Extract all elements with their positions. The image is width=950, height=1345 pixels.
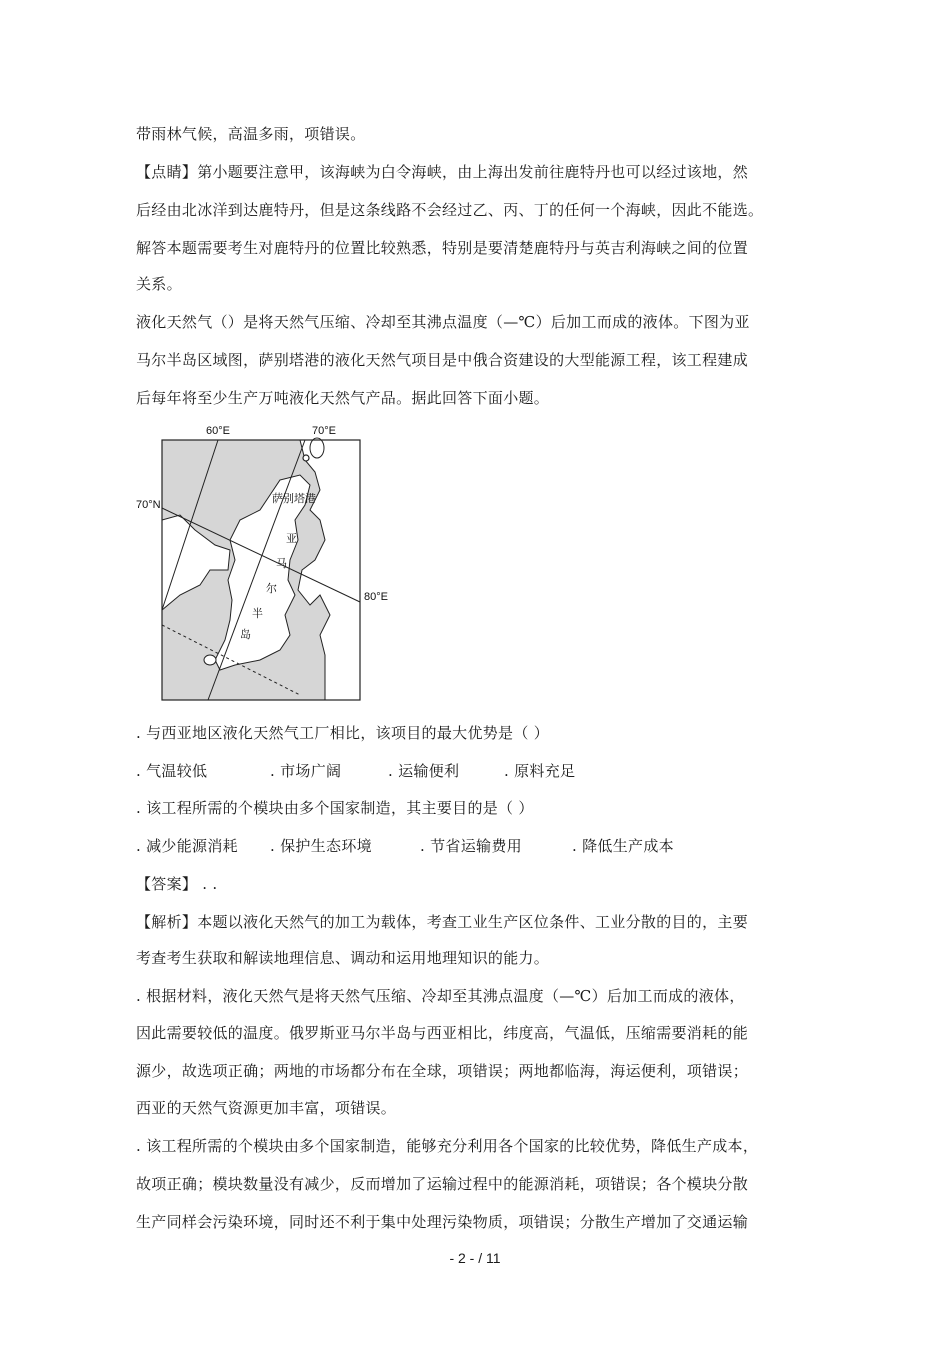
option: . 节省运输费用	[420, 837, 522, 855]
intro-paragraph: 液化天然气（）是将天然气压缩、冷却至其沸点温度（—℃）后加工而成的液体。下图为亚	[136, 313, 750, 331]
text-line: 马尔半岛区域图，萨别塔港的液化天然气项目是中俄合资建设的大型能源工程，该工程建成	[136, 351, 749, 369]
label-70n: 70°N	[136, 499, 161, 511]
text-line: 生产同样会污染环境，同时还不利于集中处理污染物质，项错误；分散生产增加了交通运输	[136, 1213, 749, 1231]
text-line: . 根据材料，液化天然气是将天然气压缩、冷却至其沸点温度（—℃）后加工而成的液体，	[136, 987, 745, 1005]
option: . 气温较低	[136, 762, 208, 780]
port-marker	[303, 455, 309, 461]
question-2: . 该工程所需的个模块由多个国家制造，其主要目的是（ ）	[136, 799, 534, 817]
text-line: 因此需要较低的温度。俄罗斯亚马尔半岛与西亚相比，纬度高，气温低，压缩需要消耗的能	[136, 1024, 749, 1042]
text-line: 关系。	[136, 275, 182, 293]
yamal-peninsula-map	[120, 420, 388, 705]
option: . 减少能源消耗	[136, 837, 238, 855]
text-line: 带雨林气候，高温多雨，项错误。	[136, 125, 366, 143]
option: . 运输便利	[388, 762, 460, 780]
text-line: 故项正确；模块数量没有减少，反而增加了运输过程中的能源消耗，项错误；各个模块分散	[136, 1175, 749, 1193]
option: . 原料充足	[504, 762, 576, 780]
question-2-options	[136, 836, 674, 856]
map-island	[310, 438, 324, 458]
analysis-paragraph: 【解析】本题以液化天然气的加工为载体，考查工业生产区位条件、工业分散的目的，主要	[136, 913, 749, 931]
text-line: 源少，故选项正确；两地的市场都分布在全球，项错误；两地都临海，海运便利，项错误；	[136, 1062, 749, 1080]
page-number: - 2 - / 11	[449, 1250, 501, 1266]
text-line: 后每年将至少生产万吨液化天然气产品。据此回答下面小题。	[136, 389, 550, 407]
label-peninsula-char: 尔	[266, 582, 277, 595]
option: . 降低生产成本	[572, 837, 674, 855]
label-peninsula-char: 岛	[240, 628, 251, 641]
text-line: 解答本题需要考生对鹿特丹的位置比较熟悉，特别是要清楚鹿特丹与英吉利海峡之间的位置	[136, 239, 749, 257]
label-peninsula-char: 半	[252, 607, 263, 620]
option: . 市场广阔	[270, 762, 342, 780]
text-line: 后经由北冰洋到达鹿特丹，但是这条线路不会经过乙、丙、丁的任何一个海峡，因此不能选。	[136, 201, 764, 219]
text-line: 西亚的天然气资源更加丰富，项错误。	[136, 1099, 397, 1117]
label-port: 萨别塔港	[272, 492, 316, 505]
label-60e: 60°E	[206, 425, 230, 437]
label-80e: 80°E	[364, 591, 388, 603]
question-1: . 与西亚地区液化天然气工厂相比，该项目的最大优势是（ ）	[136, 724, 550, 742]
map-islet	[204, 655, 216, 665]
option: . 保护生态环境	[270, 837, 372, 855]
question-1-options	[136, 761, 575, 781]
text-line: . 该工程所需的个模块由多个国家制造，能够充分利用各个国家的比较优势，降低生产成本，	[136, 1137, 759, 1155]
label-70e: 70°E	[312, 425, 336, 437]
answer-line: 【答案】 . .	[136, 875, 218, 893]
label-peninsula-char: 马	[276, 557, 287, 570]
text-line: 考查考生获取和解读地理信息、调动和运用地理知识的能力。	[136, 949, 550, 967]
label-peninsula-char: 亚	[286, 532, 297, 545]
tip-paragraph: 【点睛】第小题要注意甲，该海峡为白令海峡，由上海出发前往鹿特丹也可以经过该地，然	[136, 163, 749, 181]
